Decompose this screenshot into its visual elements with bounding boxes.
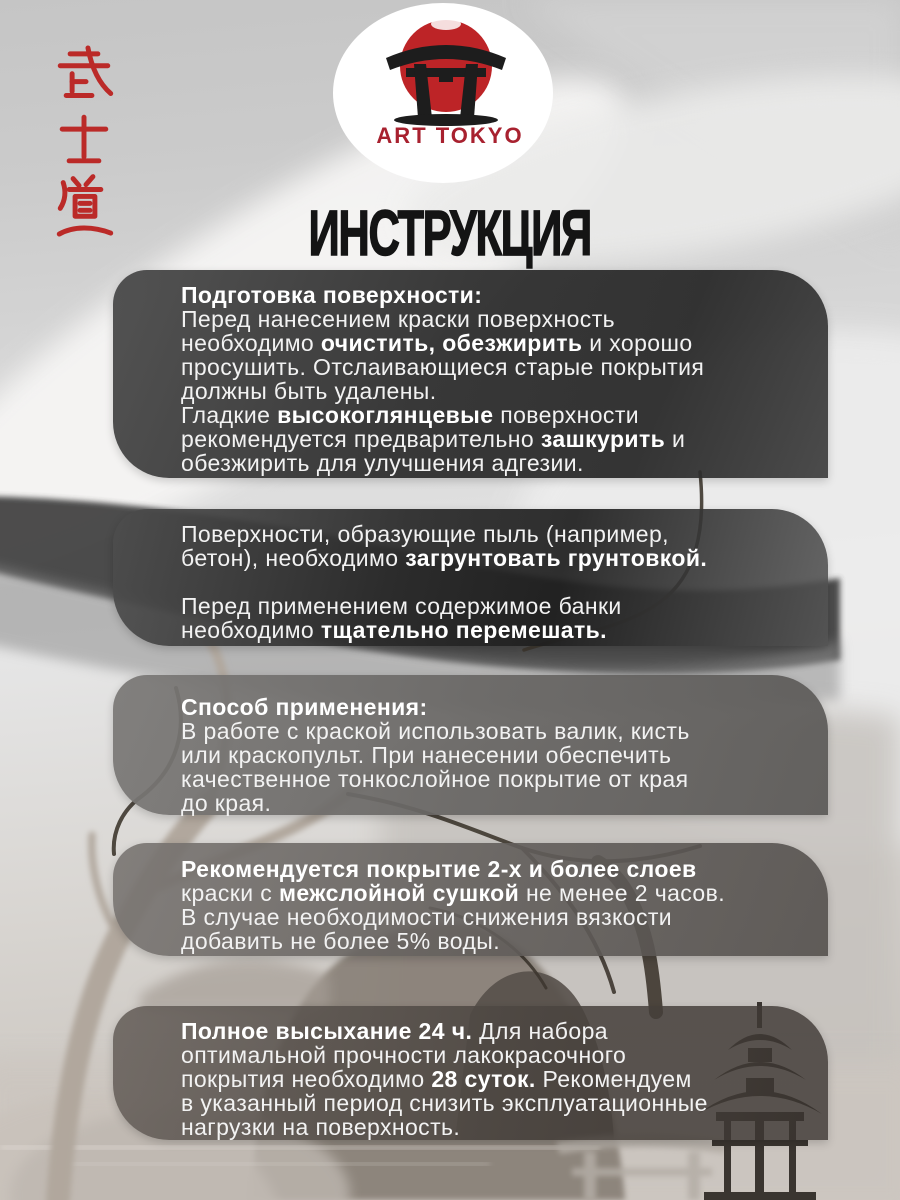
- kanji-shi: [62, 117, 106, 161]
- instruction-card-application-method: [113, 675, 828, 815]
- text-line: необходимо очистить, обезжирить и хорошо: [181, 330, 693, 356]
- logo-sun: [400, 20, 492, 112]
- text-line: рекомендуется предварительно зашкурить и: [181, 426, 686, 452]
- instruction-card-surface-preparation: [113, 270, 828, 478]
- text-line: краски с межслойной сушкой не менее 2 часов.: [181, 880, 726, 906]
- instruction-card-priming-and-mixing: [113, 509, 828, 646]
- text-line: покрытия необходимо 28 суток. Рекомендуем: [181, 1066, 692, 1092]
- text-line: просушить. Отслаивающиеся старые покрытия: [181, 354, 705, 380]
- text-line: Подготовка поверхности:: [181, 282, 483, 308]
- text-line: Гладкие высокоглянцевые поверхности: [181, 402, 640, 428]
- text-line: Полное высыхание 24 ч. Для набора: [181, 1018, 608, 1044]
- torii-gate-logo-icon: [328, 0, 572, 208]
- text-line: в указанный период снизить эксплуатационные: [181, 1090, 708, 1116]
- text-line: Поверхности, образующие пыль (например,: [181, 521, 669, 547]
- text-line: В работе с краской использовать валик, кисть: [181, 718, 690, 744]
- text-line: [181, 570, 792, 594]
- text-line: нагрузки на поверхность.: [181, 1114, 461, 1140]
- text-line: Перед нанесением краски поверхность: [181, 306, 616, 332]
- instruction-card-coats-recommendation: [113, 843, 828, 956]
- page-title: ИНСТРУКЦИЯ: [308, 197, 592, 269]
- brand-name: ART TOKYO: [376, 123, 524, 148]
- brand-logo: [328, 0, 572, 208]
- water-line-2: [70, 1163, 490, 1165]
- text-line: или краскопульт. При нанесении обеспечить: [181, 742, 672, 768]
- text-line: бетон), необходимо загрунтовать грунтовкой.: [181, 545, 708, 571]
- text-line: Рекомендуется покрытие 2-х и более слоев: [181, 856, 697, 882]
- instruction-card-drying-time: [113, 1006, 828, 1140]
- text-line: обезжирить для улучшения адгезии.: [181, 450, 584, 476]
- text-line: должны быть удалены.: [181, 378, 437, 404]
- text-line: В случае необходимости снижения вязкости: [181, 904, 673, 930]
- text-line: добавить не более 5% воды.: [181, 928, 500, 954]
- water-line: [0, 1146, 600, 1149]
- text-line: до края.: [181, 790, 272, 816]
- text-line: Перед применением содержимое банки: [181, 593, 622, 619]
- text-line: Способ применения:: [181, 694, 428, 720]
- text-line: необходимо тщательно перемешать.: [181, 617, 607, 643]
- text-line: качественное тонкослойное покрытие от края: [181, 766, 689, 792]
- text-line: оптимальной прочности лакокрасочного: [181, 1042, 627, 1068]
- hill-silhouette: [140, 960, 330, 1010]
- kanji-bu: [60, 48, 110, 96]
